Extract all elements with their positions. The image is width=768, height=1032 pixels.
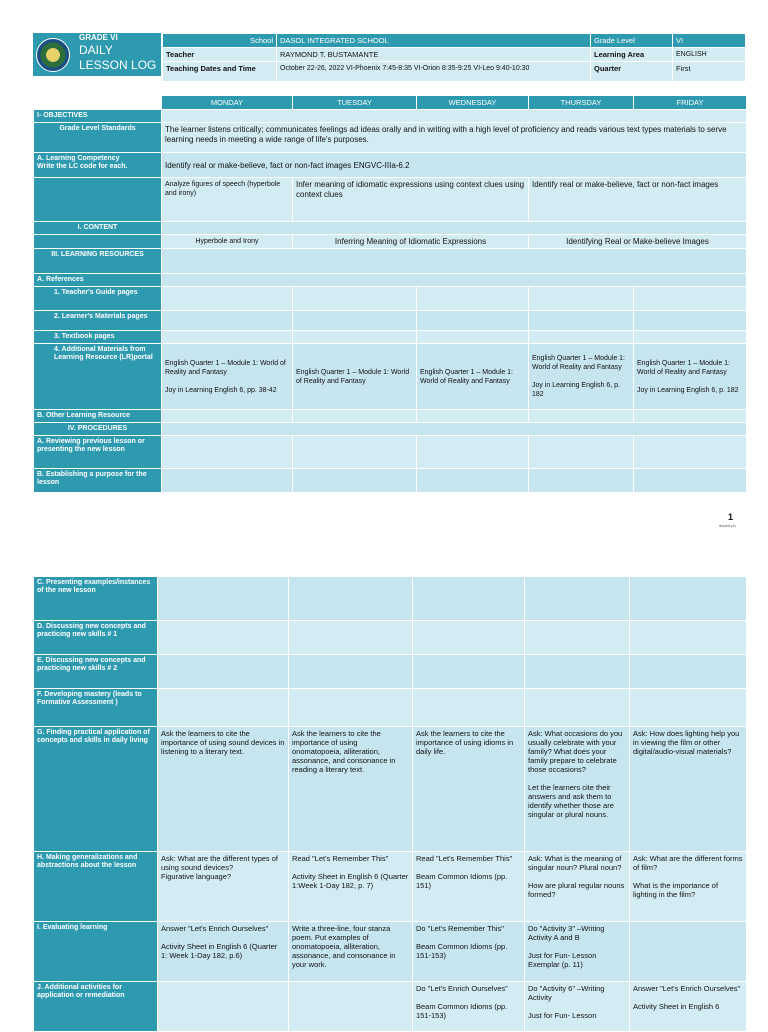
generalization-wednesday-read: Read "Let's Remember This" (416, 854, 513, 863)
quarter-value: First (673, 62, 746, 82)
procedure-b-label: B. Establishing a purpose for the lesson (34, 469, 162, 493)
additional-materials-label: 4. Additional Materials from Learning Resource (LR)portal (34, 344, 162, 410)
remediation-thursday (525, 982, 630, 1032)
application-friday: Ask: How does lighting help you in viewing the film or other digital/audio-visual materials? (630, 727, 747, 852)
evaluation-thursday-task: Do "Activity 3" –Writing Activity A and B (528, 924, 605, 942)
dates-value: October 22-26, 2022 VI-Phoenix 7:45-8:35 VI-Orion 8:35-9:25 VI-Leo 9:40-10:30 (277, 62, 591, 82)
generalization-tuesday-read: Read "Let's Remember This" (292, 854, 389, 863)
procedure-e-label: E. Discussing new concepts and practicing new skills # 2 (34, 655, 158, 689)
learners-materials-label: 2. Learner's Materials pages (34, 311, 162, 331)
procedure-h-label: H. Making generalizations and abstractions about the lesson (34, 852, 158, 922)
additional-monday (162, 344, 293, 410)
lesson-table-page2 (33, 576, 747, 1032)
content-label: I. CONTENT (34, 222, 162, 235)
lesson-table-page1 (33, 95, 747, 493)
application-thursday-task: Let the learners cite their answers and ask them to identify whether those are singular or plural nouns. (528, 783, 614, 819)
day-tuesday: TUESDAY (293, 96, 417, 110)
procedure-a-label: A. Reviewing previous lesson or presenting the new lesson (34, 436, 162, 469)
additional-thursday-book: Joy in Learning English 6, p. 182 (532, 382, 620, 398)
teachers-guide-label: 1. Teacher's Guide pages (34, 287, 162, 311)
day-friday: FRIDAY (634, 96, 747, 110)
remediation-friday-sheet: Activity Sheet in English 6 (633, 1002, 720, 1011)
standards-label: Grade Level Standards (34, 123, 162, 153)
dates-label: Teaching Dates and Time (163, 62, 277, 82)
generalization-friday (630, 852, 747, 922)
additional-tuesday: English Quarter 1 – Module 1: World of Reality and Fantasy (293, 344, 417, 410)
additional-thursday-module: English Quarter 1 – Module 1: World of Reality and Fantasy (532, 355, 625, 371)
additional-friday (634, 344, 747, 410)
title-block (33, 33, 161, 76)
additional-friday-book: Joy in Learning English 6, p. 182 (637, 386, 739, 394)
generalization-tuesday (289, 852, 413, 922)
generalization-wednesday (413, 852, 525, 922)
day-wednesday: WEDNESDAY (417, 96, 529, 110)
remediation-wednesday (413, 982, 525, 1032)
header-table (162, 33, 746, 82)
generalization-monday (158, 852, 289, 922)
remediation-wednesday-book: Beam Common Idioms (pp. 151-153) (416, 1002, 508, 1020)
procedure-g-label: G. Finding practical application of concepts and skills in daily living (34, 727, 158, 852)
other-resource-label: B. Other Learning Resource (34, 410, 162, 423)
additional-monday-module: English Quarter 1 – Module 1: World of Reality and Fantasy (165, 359, 286, 376)
generalization-thursday-question: Ask: What is the meaning of singular noun? Plural noun? (528, 854, 622, 872)
school-label: School (163, 34, 277, 48)
evaluation-thursday (525, 922, 630, 982)
procedure-i-label: I. Evaluating learning (34, 922, 158, 982)
additional-monday-book: Joy in Learning English 6, pp. 38-42 (165, 386, 277, 394)
remediation-friday-task: Answer "Let's Enrich Ourselves" (633, 984, 741, 993)
procedure-c-label: C. Presenting examples/instances of the new lesson (34, 577, 158, 621)
application-wednesday: Ask the learners to cite the importance of using idioms in daily life. (413, 727, 525, 852)
lesson-log-title: LESSON LOG (79, 58, 157, 72)
day-thursday: THURSDAY (529, 96, 634, 110)
application-tuesday: Ask the learners to cite the importance of using onomatopoeia, alliteration, assonance, and consonance in reading a literary text. (289, 727, 413, 852)
page-footer: deped.ph (719, 523, 736, 528)
generalization-thursday-followup: How are plural regular nouns formed? (528, 881, 625, 899)
application-monday: Ask the learners to cite the importance of using sound devices in listening to a literary text. (158, 727, 289, 852)
resources-label: III. LEARNING RESOURCES (34, 249, 162, 274)
evaluation-monday (158, 922, 289, 982)
school-seal-icon (36, 38, 70, 72)
remediation-thursday-task: Do "Activity 6" –Writing Activity (528, 984, 605, 1002)
objective-tuesday: Infer meaning of idiomatic expressions using context clues using context clues (293, 178, 529, 222)
generalization-monday-question: Ask: What are the different types of using sound devices? (161, 854, 279, 872)
daily-title: DAILY (79, 43, 113, 57)
page-number: 1 (728, 512, 734, 522)
procedure-j-label: J. Additional activities for application or remediation (34, 982, 158, 1032)
generalization-tuesday-sheet: Activity Sheet in English 6 (Quarter 1:Week 1-Day 182, p. 7) (292, 872, 409, 890)
evaluation-wednesday-task: Do "Let's Remember This" (416, 924, 504, 933)
generalization-friday-followup: What is the importance of lighting in the film? (633, 881, 719, 899)
generalization-thursday (525, 852, 630, 922)
day-monday: MONDAY (162, 96, 293, 110)
remediation-wednesday-task: Do "Let's Enrich Ourselves" (416, 984, 508, 993)
evaluation-wednesday-book: Beam Common Idioms (pp. 151-153) (416, 942, 508, 960)
competency-label: A. Learning Competency Write the LC code for each. (34, 153, 162, 178)
generalization-monday-followup: Figurative language? (161, 872, 232, 881)
generalization-wednesday-book: Beam Common Idioms (pp. 151) (416, 872, 508, 890)
additional-thursday (529, 344, 634, 410)
procedure-f-label: F. Developing mastery (leads to Formative Assessment ) (34, 689, 158, 727)
learning-area-label: Learning Area (591, 48, 673, 62)
competency-text: Identify real or make-believe, fact or non-fact images ENGVC-IIIa-6.2 (162, 153, 747, 178)
remediation-friday (630, 982, 747, 1032)
evaluation-thursday-source: Just for Fun- Lesson Exemplar (p. 11) (528, 951, 597, 969)
evaluation-tuesday: Write a three-line, four stanza poem. Put examples of onomatopoeia, alliteration, assonance, and consonance in your work. (289, 922, 413, 982)
teacher-name: RAYMOND T. BUSTAMANTE (277, 48, 591, 62)
content-tuesday: Inferring Meaning of Idiomatic Expressions (293, 235, 529, 249)
grade-title: GRADE VI (79, 33, 118, 42)
standards-text: The learner listens critically; communicates feelings ad ideas orally and in writing with a high level of proficiency and reads various text types materials to serve learning needs in meeting a wide range of life's purposes. (162, 123, 747, 153)
grade-level-value: VI (673, 34, 746, 48)
procedure-d-label: D. Discussing new concepts and practicing new skills # 1 (34, 621, 158, 655)
additional-wednesday: English Quarter 1 – Module 1: World of Reality and Fantasy (417, 344, 529, 410)
learning-area-value: ENGLISH (673, 48, 746, 62)
objective-monday: Analyze figures of speech (hyperbole and irony) (162, 178, 293, 222)
quarter-label: Quarter (591, 62, 673, 82)
grade-level-label: Grade Level (591, 34, 673, 48)
evaluation-wednesday (413, 922, 525, 982)
objectives-label: I- OBJECTIVES (34, 110, 162, 123)
content-thursday: Identifying Real or Make-believe Images (529, 235, 747, 249)
content-monday: Hyperbole and Irony (162, 235, 293, 249)
references-label: A. References (34, 274, 162, 287)
evaluation-monday-task: Answer "Let's Enrich Ourselves" (161, 924, 269, 933)
objective-thursday: Identify real or make-believe, fact or non-fact images (529, 178, 747, 222)
application-thursday-question: Ask: What occasions do you usually celebrate with your family? What does your family prepare to celebrate those occasions? (528, 729, 623, 774)
evaluation-monday-sheet: Activity Sheet in English 6 (Quarter 1: Week 1-Day 182, p.6) (161, 942, 278, 960)
procedures-label: IV. PROCEDURES (34, 423, 162, 436)
school-name: DASOL INTEGRATED SCHOOL (277, 34, 591, 48)
generalization-friday-question: Ask: What are the different forms of film? (633, 854, 743, 872)
additional-friday-module: English Quarter 1 – Module 1: World of Reality and Fantasy (637, 359, 730, 376)
remediation-thursday-source: Just for Fun- Lesson (528, 1011, 597, 1020)
teacher-label: Teacher (163, 48, 277, 62)
textbook-label: 3. Textbook pages (34, 331, 162, 344)
application-thursday (525, 727, 630, 852)
